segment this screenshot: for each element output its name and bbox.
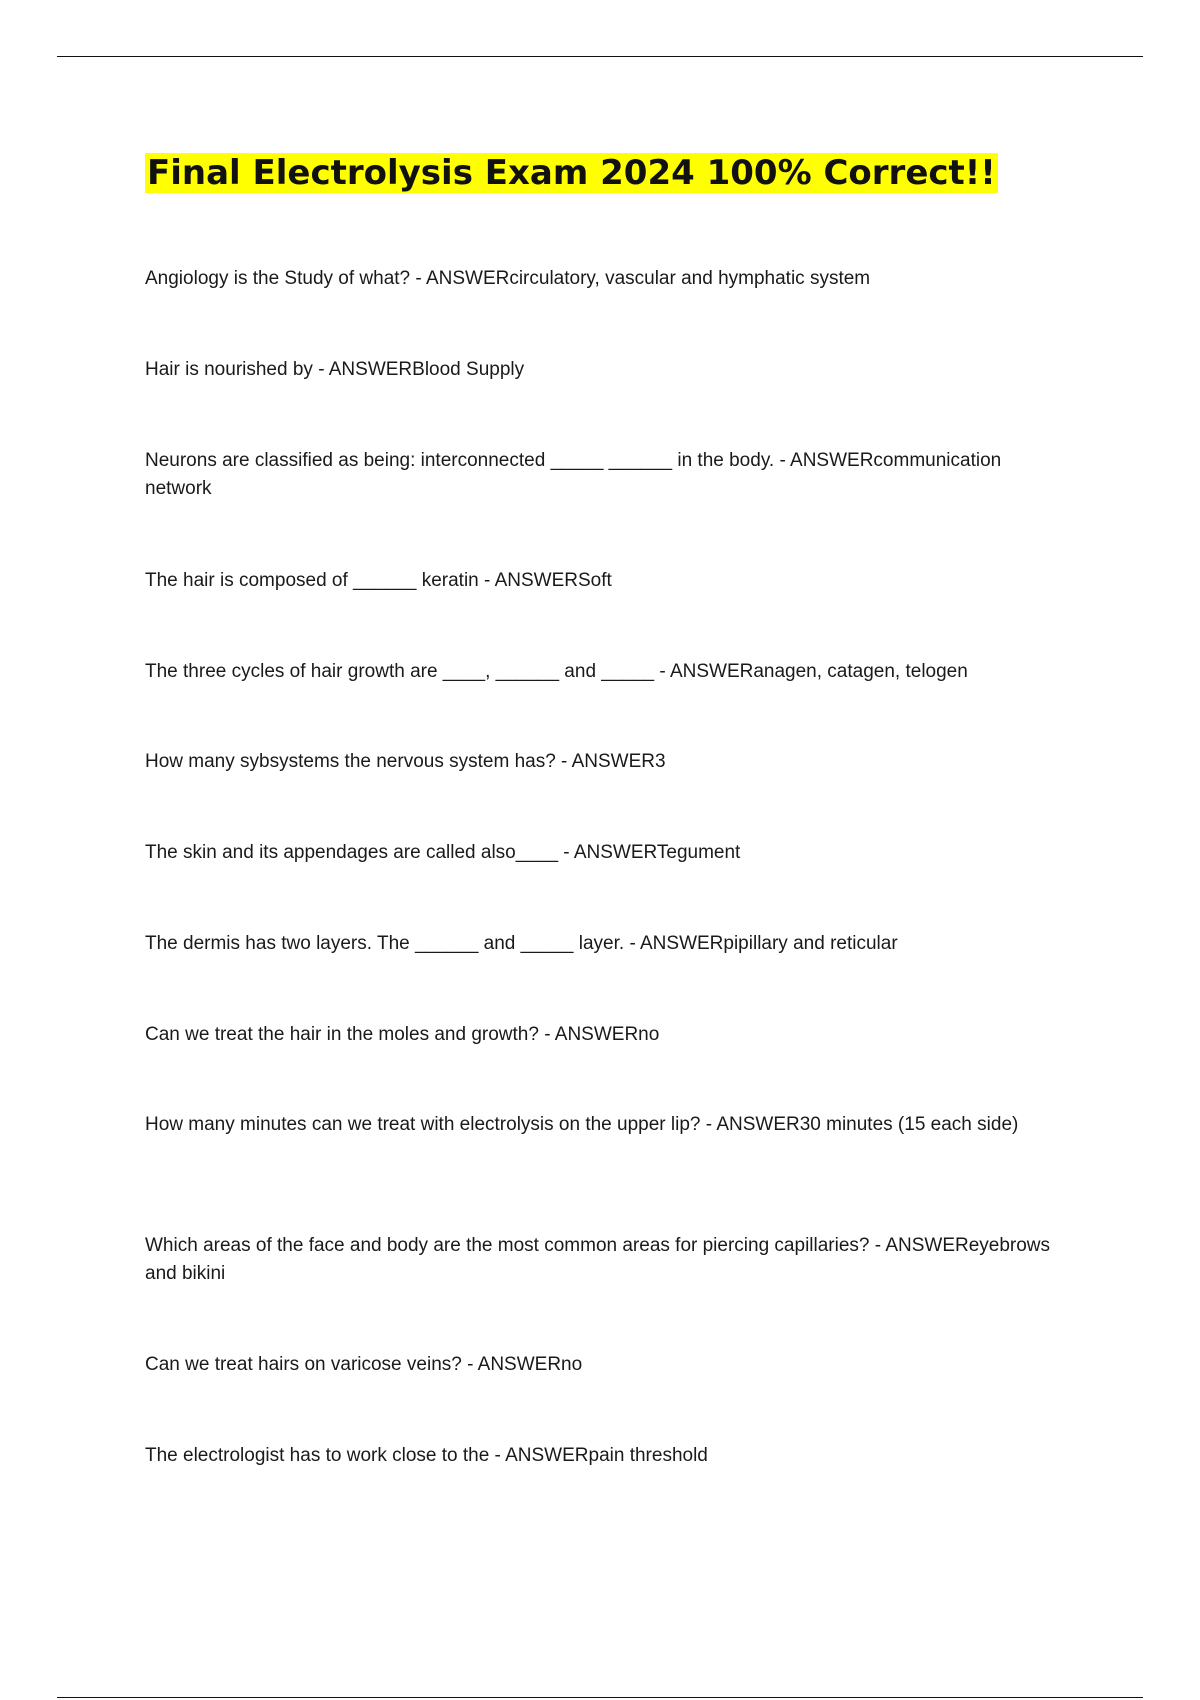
- qa-item: Can we treat the hair in the moles and growth? - ANSWERno: [145, 1024, 660, 1045]
- qa-item: The three cycles of hair growth are ____, ______ and _____ - ANSWERanagen, catagen, telogen: [145, 661, 968, 682]
- page-title: [145, 148, 998, 198]
- qa-item: The skin and its appendages are called also____ - ANSWERTegument: [145, 842, 741, 863]
- bottom-rule: [57, 1697, 1143, 1698]
- qa-item: How many minutes can we treat with electrolysis on the upper lip? - ANSWER30 minutes (15 each side): [145, 1114, 1019, 1135]
- qa-item: Which areas of the face and body are the most common areas for piercing capillaries? - ANSWEReyebrows and bikini: [145, 1235, 1051, 1284]
- top-rule: [57, 56, 1143, 57]
- qa-item: The dermis has two layers. The ______ and _____ layer. - ANSWERpipillary and reticular: [145, 933, 898, 954]
- qa-item: The electrologist has to work close to the - ANSWERpain threshold: [145, 1445, 708, 1466]
- qa-item: The hair is composed of ______ keratin - ANSWERSoft: [145, 570, 612, 591]
- qa-item: Hair is nourished by - ANSWERBlood Supply: [145, 359, 525, 380]
- qa-item: Neurons are classified as being: interconnected _____ ______ in the body. - ANSWERcommunication network: [145, 450, 1002, 499]
- qa-item: Can we treat hairs on varicose veins? - ANSWERno: [145, 1354, 583, 1375]
- title-highlight: Final Electrolysis Exam 2024 100% Correct!!: [147, 153, 996, 193]
- qa-item: How many sybsystems the nervous system has? - ANSWER3: [145, 751, 666, 772]
- qa-item: Angiology is the Study of what? - ANSWERcirculatory, vascular and hymphatic system: [145, 268, 871, 289]
